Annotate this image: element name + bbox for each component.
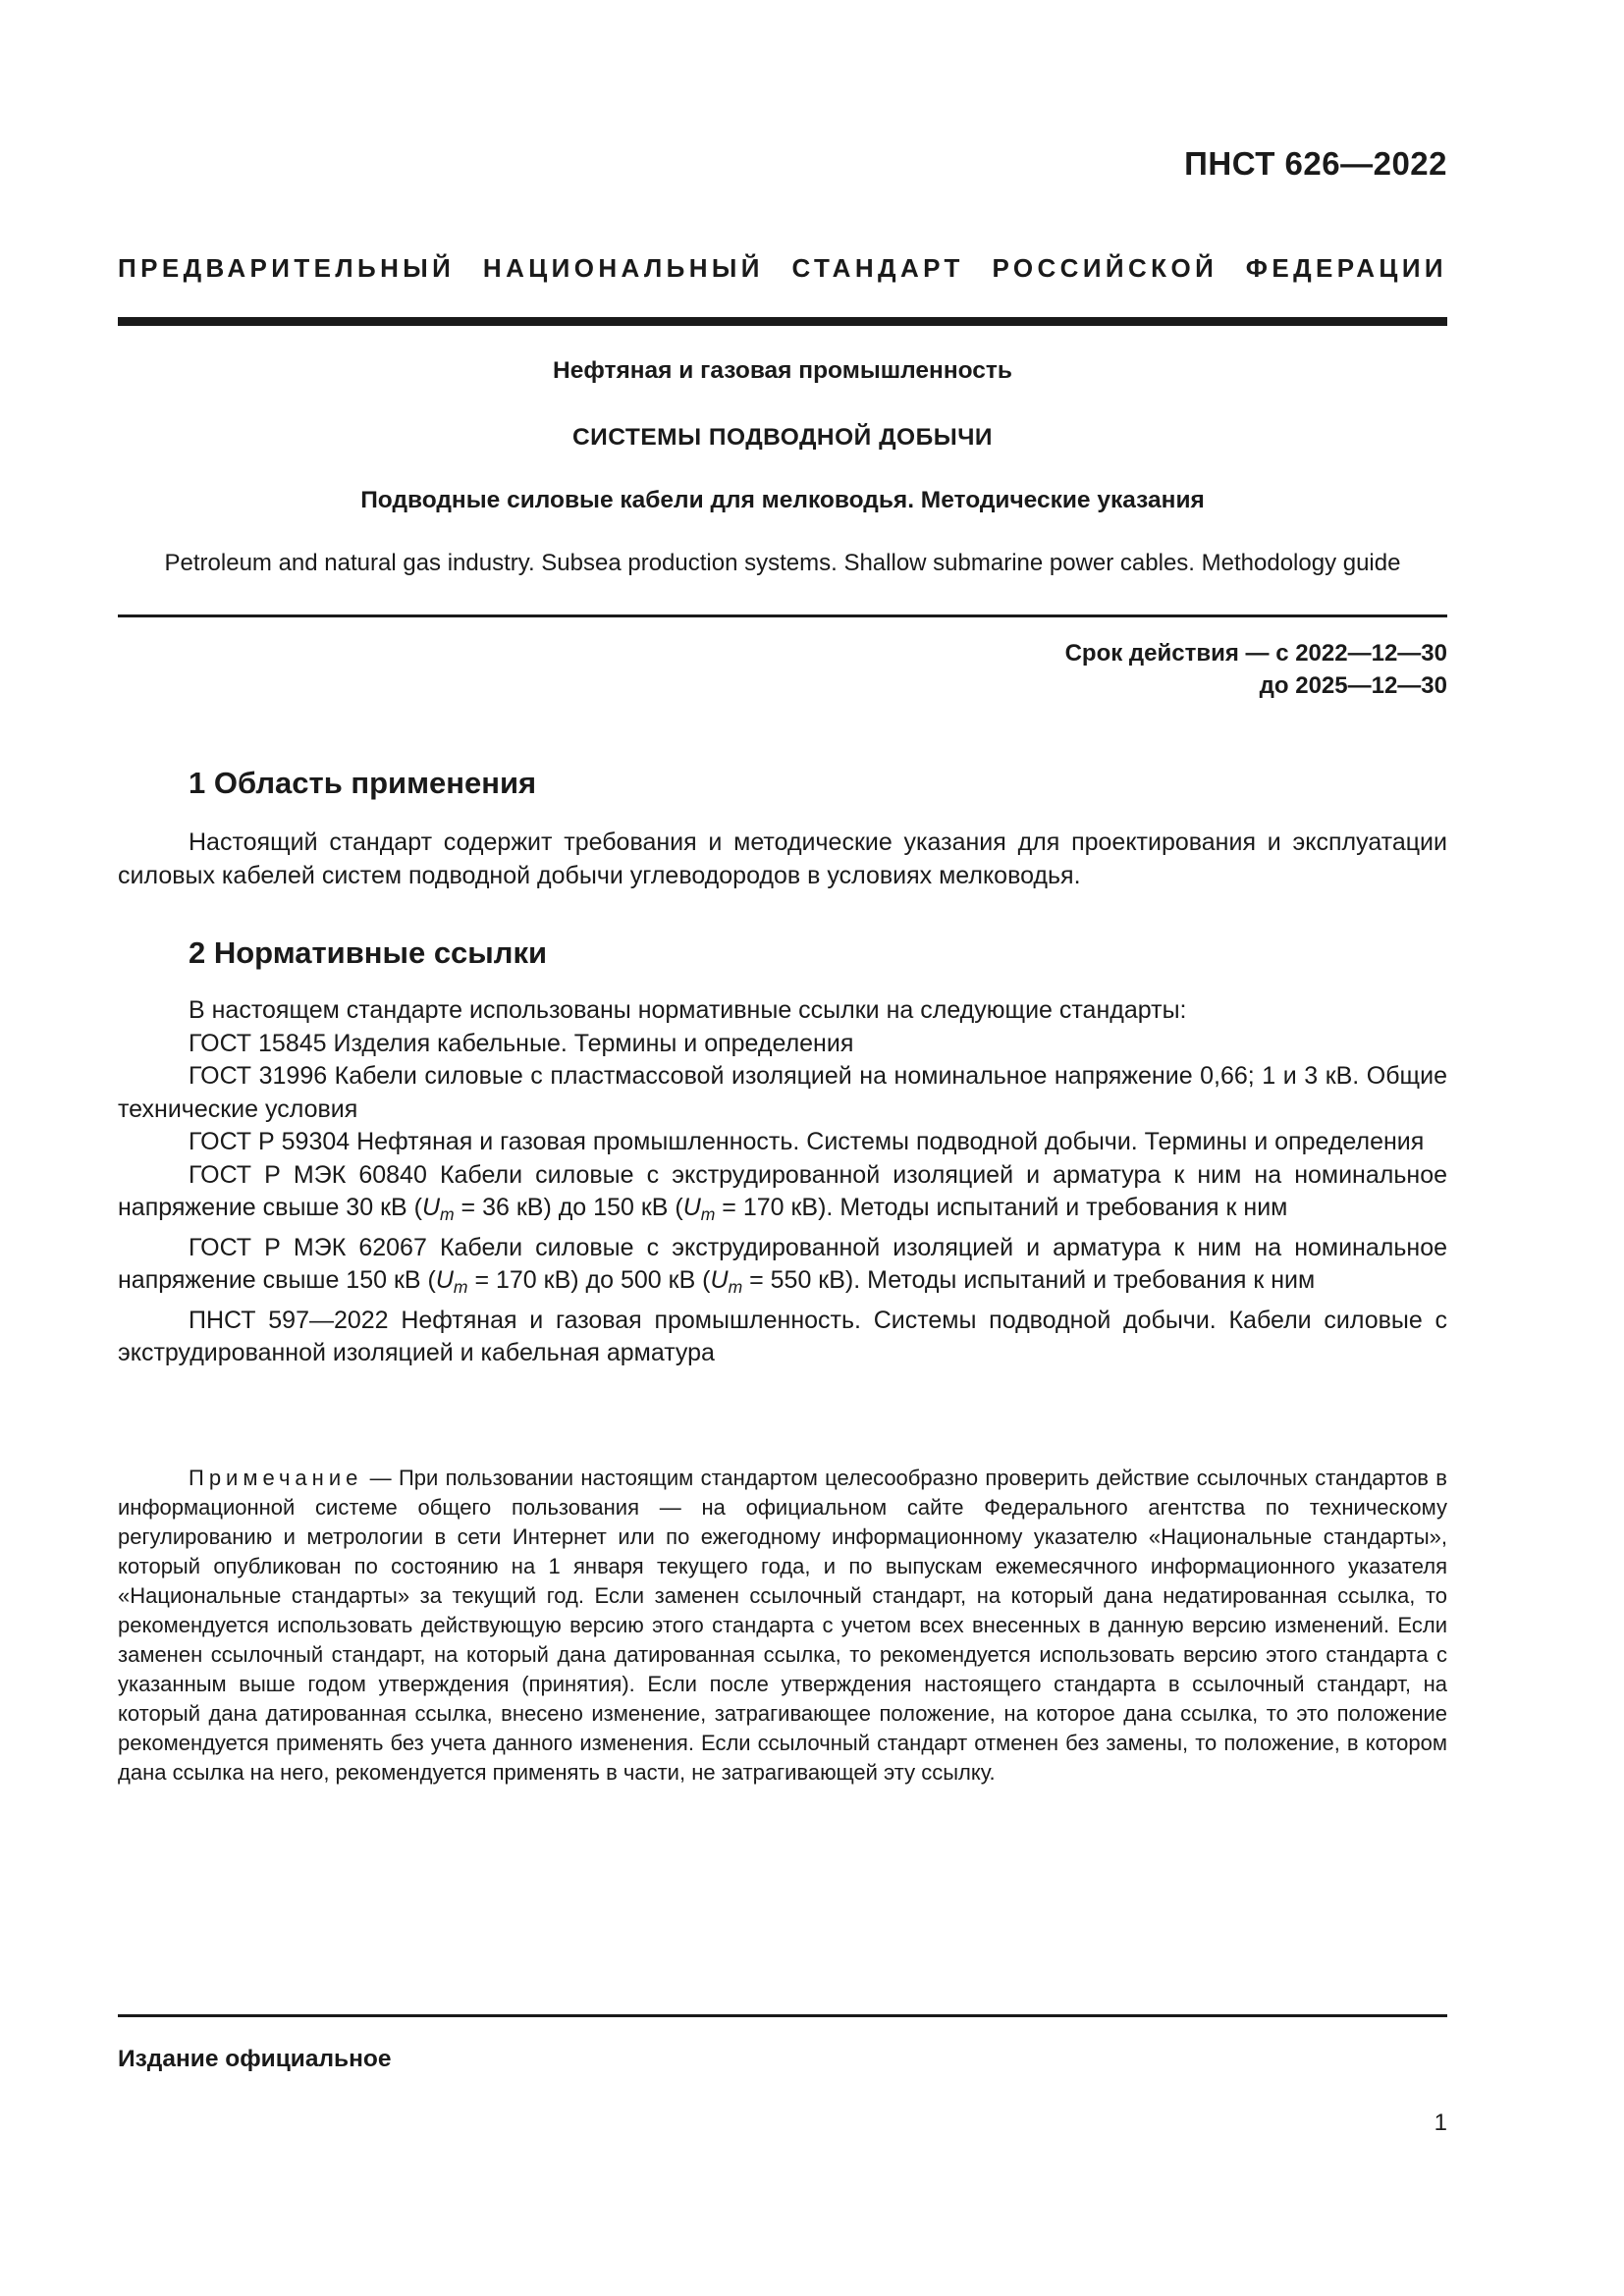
- title-english: Petroleum and natural gas industry. Subsea production systems. Shallow submarine power cables. Methodology guide: [164, 550, 1401, 576]
- reference-item: ГОСТ 15845 Изделия кабельные. Термины и определения: [189, 1029, 854, 1057]
- reference-item: ГОСТ Р 59304 Нефтяная и газовая промышленность. Системы подводной добычи. Термины и определения: [189, 1128, 1425, 1155]
- document-type: ПРЕДВАРИТЕЛЬНЫЙ НАЦИОНАЛЬНЫЙ СТАНДАРТ РОССИЙСКОЙ ФЕДЕРАЦИИ: [118, 253, 1447, 283]
- section-1-heading: 1 Область применения: [189, 766, 537, 800]
- scope-paragraph: Настоящий стандарт содержит требования и методические указания для проектирования и эксплуатации силовых кабелей систем подводной добычи углеводородов в условиях мелководья.: [118, 828, 1447, 889]
- title-systems: СИСТЕМЫ ПОДВОДНОЙ ДОБЫЧИ: [571, 424, 994, 451]
- title-industry: Нефтяная и газовая промышленность: [553, 357, 1012, 384]
- note-label: Примечание: [189, 1466, 363, 1490]
- references-intro: В настоящем стандарте использованы нормативные ссылки на следующие стандарты:: [189, 996, 1187, 1024]
- title-divider: [118, 614, 1447, 617]
- title-subject: Подводные силовые кабели для мелководья. Методические указания: [360, 487, 1205, 513]
- validity-from: Срок действия — с 2022—12—30: [1064, 640, 1447, 667]
- validity-to: до 2025—12—30: [1259, 672, 1447, 699]
- reference-item: ГОСТ Р МЭК 60840 Кабели силовые с экструдированной изоляцией и арматура к ним на номинальное напряжение свыше 30 кВ ($U_m = 36$ кВ) до 150 кВ ($U_m = 170$ кВ). Методы испытаний и требования к ним: [118, 1160, 1447, 1224]
- section-2-body: [118, 994, 1447, 1370]
- note-paragraph: [118, 1464, 1447, 1788]
- page-number: 1: [1434, 2109, 1447, 2136]
- header-divider: [118, 317, 1447, 326]
- reference-item: ГОСТ 31996 Кабели силовые с пластмассовой изоляцией на номинальное напряжение 0,66; 1 и 3 кВ. Общие технические условия: [118, 1062, 1447, 1123]
- validity-period: [1065, 637, 1447, 702]
- section-1-body: [118, 827, 1447, 892]
- edition-label: Издание официальное: [118, 2046, 392, 2072]
- document-code: ПНСТ 626—2022: [1184, 145, 1447, 182]
- section-2-heading: 2 Нормативные ссылки: [189, 935, 548, 970]
- reference-item: ПНСТ 597—2022 Нефтяная и газовая промышленность. Системы подводной добычи. Кабели силовые с экструдированной изоляцией и кабельная арматура: [118, 1306, 1447, 1366]
- note-text: — При пользовании настоящим стандартом целесообразно проверить действие ссылочных стандартов в информационной системе общего пользования — на официальном сайте Федерального агентства по техническому регулированию и метрологии в сети Интернет или по ежегодному информационному указателю «Национальные стандарты», который опубликован по состоянию на 1 января текущего года, и по выпускам ежемесячного информационного указателя «Национальные стандарты» за текущий год. Если заменен ссылочный стандарт, на который дана недатированная ссылка, то рекомендуется использовать действующую версию этого стандарта с учетом всех внесенных в данную версию изменений. Если заменен ссылочный стандарт, на который дана датированная ссылка, то рекомендуется использовать версию этого стандарта с указанным выше годом утверждения (принятия). Если после утверждения настоящего стандарта в ссылочный стандарт, на который дана датированная ссылка, внесено изменение, затрагивающее положение, на которое дана ссылка, то это положение рекомендуется применять без учета данного изменения. Если ссылочный стандарт отменен без замены, то положение, в котором дана ссылка на него, рекомендуется применять в части, не затрагивающей эту ссылку.: [118, 1466, 1447, 1785]
- footer-divider: [118, 2014, 1447, 2017]
- reference-item: ГОСТ Р МЭК 62067 Кабели силовые с экструдированной изоляцией и арматура к ним на номинальное напряжение свыше 150 кВ ($U_m = 170$ кВ) до 500 кВ ($U_m = 550$ кВ). Методы испытаний и требования к ним: [118, 1233, 1447, 1297]
